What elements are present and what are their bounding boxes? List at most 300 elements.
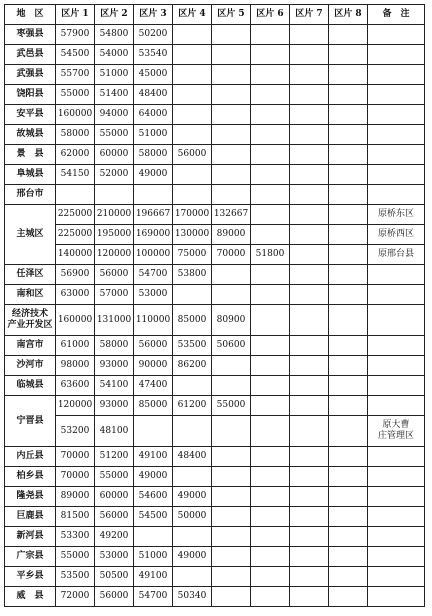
zone-8-price-cell [329, 165, 368, 185]
zone-8-price-cell [329, 356, 368, 376]
header-row [5, 5, 425, 25]
note-cell [368, 447, 425, 467]
zone-6-price-cell [251, 467, 290, 487]
zone-3-price-cell: 49000 [134, 467, 173, 487]
zone-7-price-cell [290, 105, 329, 125]
header-zone-7: 区片 7 [290, 5, 329, 25]
note-cell [368, 507, 425, 527]
header-zone-1: 区片 1 [56, 5, 95, 25]
zone-1-price-cell: 140000 [56, 245, 95, 265]
zone-8-price-cell [329, 285, 368, 305]
zone-1-price-cell: 53200 [56, 416, 95, 447]
zone-1-price-cell [56, 185, 95, 205]
note-cell [368, 467, 425, 487]
zone-4-price-cell: 85000 [173, 305, 212, 336]
zone-1-price-cell: 89000 [56, 487, 95, 507]
land-price-table [4, 4, 425, 607]
zone-2-price-cell: 195000 [95, 225, 134, 245]
zone-2-price-cell: 60000 [95, 487, 134, 507]
zone-5-price-cell [212, 376, 251, 396]
table-row [5, 487, 425, 507]
note-cell [368, 45, 425, 65]
zone-3-price-cell: 90000 [134, 356, 173, 376]
table-row [5, 205, 425, 225]
zone-3-price-cell: 54700 [134, 265, 173, 285]
zone-7-price-cell [290, 376, 329, 396]
zone-7-price-cell [290, 547, 329, 567]
zone-2-price-cell: 55000 [95, 125, 134, 145]
zone-1-price-cell: 56900 [56, 265, 95, 285]
zone-6-price-cell [251, 336, 290, 356]
zone-4-price-cell [173, 125, 212, 145]
zone-6-price-cell [251, 447, 290, 467]
zone-7-price-cell [290, 225, 329, 245]
zone-4-price-cell [173, 25, 212, 45]
zone-6-price-cell [251, 25, 290, 45]
zone-8-price-cell [329, 467, 368, 487]
zone-8-price-cell [329, 265, 368, 285]
zone-1-price-cell: 55700 [56, 65, 95, 85]
zone-8-price-cell [329, 245, 368, 265]
zone-4-price-cell [173, 45, 212, 65]
table-row [5, 185, 425, 205]
zone-3-price-cell: 51000 [134, 547, 173, 567]
header-zone-5: 区片 5 [212, 5, 251, 25]
zone-2-price-cell: 54800 [95, 25, 134, 45]
zone-2-price-cell: 52000 [95, 165, 134, 185]
region-cell: 主城区 [5, 205, 56, 265]
region-cell: 阜城县 [5, 165, 56, 185]
region-cell: 安平县 [5, 105, 56, 125]
zone-6-price-cell [251, 85, 290, 105]
zone-5-price-cell [212, 487, 251, 507]
zone-5-price-cell [212, 25, 251, 45]
zone-6-price-cell [251, 376, 290, 396]
zone-3-price-cell: 56000 [134, 336, 173, 356]
note-cell [368, 165, 425, 185]
zone-7-price-cell [290, 265, 329, 285]
zone-5-price-cell [212, 105, 251, 125]
zone-2-price-cell: 56000 [95, 587, 134, 607]
table-row [5, 467, 425, 487]
zone-4-price-cell: 130000 [173, 225, 212, 245]
zone-3-price-cell: 47400 [134, 376, 173, 396]
zone-2-price-cell: 55000 [95, 467, 134, 487]
table-row [5, 65, 425, 85]
zone-3-price-cell: 48400 [134, 85, 173, 105]
zone-2-price-cell: 49200 [95, 527, 134, 547]
zone-1-price-cell: 55000 [56, 85, 95, 105]
zone-5-price-cell [212, 265, 251, 285]
zone-5-price-cell [212, 356, 251, 376]
note-cell: 原大曹 庄管理区 [368, 416, 425, 447]
zone-1-price-cell: 53300 [56, 527, 95, 547]
zone-6-price-cell [251, 567, 290, 587]
table-row [5, 447, 425, 467]
zone-6-price-cell [251, 65, 290, 85]
zone-8-price-cell [329, 45, 368, 65]
note-cell [368, 125, 425, 145]
note-cell: 原桥东区 [368, 205, 425, 225]
note-cell [368, 265, 425, 285]
zone-4-price-cell [173, 376, 212, 396]
zone-5-price-cell [212, 285, 251, 305]
zone-1-price-cell: 54150 [56, 165, 95, 185]
zone-2-price-cell: 56000 [95, 507, 134, 527]
zone-6-price-cell [251, 396, 290, 416]
note-cell [368, 396, 425, 416]
zone-1-price-cell: 160000 [56, 305, 95, 336]
zone-5-price-cell: 55000 [212, 396, 251, 416]
zone-3-price-cell: 85000 [134, 396, 173, 416]
table-row [5, 356, 425, 376]
zone-5-price-cell [212, 567, 251, 587]
region-cell: 沙河市 [5, 356, 56, 376]
zone-2-price-cell: 57000 [95, 285, 134, 305]
zone-5-price-cell [212, 416, 251, 447]
zone-6-price-cell [251, 125, 290, 145]
zone-7-price-cell [290, 165, 329, 185]
zone-4-price-cell [173, 416, 212, 447]
note-cell: 原桥西区 [368, 225, 425, 245]
zone-4-price-cell: 53500 [173, 336, 212, 356]
zone-4-price-cell: 61200 [173, 396, 212, 416]
zone-6-price-cell [251, 265, 290, 285]
zone-6-price-cell: 51800 [251, 245, 290, 265]
region-cell: 平乡县 [5, 567, 56, 587]
zone-7-price-cell [290, 587, 329, 607]
zone-2-price-cell: 50500 [95, 567, 134, 587]
region-cell: 临城县 [5, 376, 56, 396]
zone-4-price-cell: 53800 [173, 265, 212, 285]
zone-2-price-cell: 94000 [95, 105, 134, 125]
zone-3-price-cell: 50200 [134, 25, 173, 45]
note-cell: 原邢台县 [368, 245, 425, 265]
zone-1-price-cell: 81500 [56, 507, 95, 527]
table-row [5, 265, 425, 285]
table-row [5, 125, 425, 145]
header-note: 备 注 [368, 5, 425, 25]
zone-7-price-cell [290, 305, 329, 336]
zone-1-price-cell: 53500 [56, 567, 95, 587]
zone-5-price-cell: 132667 [212, 205, 251, 225]
zone-2-price-cell [95, 185, 134, 205]
note-cell [368, 547, 425, 567]
zone-3-price-cell: 53000 [134, 285, 173, 305]
zone-6-price-cell [251, 185, 290, 205]
zone-8-price-cell [329, 125, 368, 145]
zone-1-price-cell: 160000 [56, 105, 95, 125]
note-cell [368, 185, 425, 205]
note-cell [368, 487, 425, 507]
zone-2-price-cell: 54000 [95, 45, 134, 65]
table-row [5, 527, 425, 547]
zone-1-price-cell: 72000 [56, 587, 95, 607]
zone-4-price-cell: 48400 [173, 447, 212, 467]
zone-3-price-cell: 45000 [134, 65, 173, 85]
zone-8-price-cell [329, 567, 368, 587]
table-row [5, 105, 425, 125]
zone-3-price-cell: 196667 [134, 205, 173, 225]
region-cell: 柏乡县 [5, 467, 56, 487]
land-price-table-wrapper [4, 4, 424, 607]
region-cell: 广宗县 [5, 547, 56, 567]
table-row [5, 225, 425, 245]
zone-8-price-cell [329, 336, 368, 356]
zone-8-price-cell [329, 416, 368, 447]
zone-2-price-cell: 48100 [95, 416, 134, 447]
zone-3-price-cell: 58000 [134, 145, 173, 165]
region-cell: 故城县 [5, 125, 56, 145]
region-cell: 邢台市 [5, 185, 56, 205]
zone-5-price-cell [212, 165, 251, 185]
zone-5-price-cell [212, 125, 251, 145]
region-cell: 任泽区 [5, 265, 56, 285]
zone-8-price-cell [329, 85, 368, 105]
zone-1-price-cell: 225000 [56, 225, 95, 245]
zone-6-price-cell [251, 165, 290, 185]
zone-5-price-cell [212, 65, 251, 85]
zone-3-price-cell: 169000 [134, 225, 173, 245]
zone-6-price-cell [251, 587, 290, 607]
zone-7-price-cell [290, 45, 329, 65]
zone-4-price-cell: 50340 [173, 587, 212, 607]
zone-7-price-cell [290, 245, 329, 265]
zone-4-price-cell [173, 185, 212, 205]
zone-6-price-cell [251, 356, 290, 376]
zone-1-price-cell: 63000 [56, 285, 95, 305]
table-row [5, 547, 425, 567]
zone-5-price-cell [212, 85, 251, 105]
zone-1-price-cell: 120000 [56, 396, 95, 416]
zone-7-price-cell [290, 145, 329, 165]
zone-2-price-cell: 120000 [95, 245, 134, 265]
zone-3-price-cell: 64000 [134, 105, 173, 125]
zone-6-price-cell [251, 305, 290, 336]
zone-3-price-cell: 49000 [134, 165, 173, 185]
zone-5-price-cell [212, 527, 251, 547]
note-cell [368, 285, 425, 305]
region-cell: 巨鹿县 [5, 507, 56, 527]
table-row [5, 396, 425, 416]
zone-8-price-cell [329, 587, 368, 607]
zone-1-price-cell: 62000 [56, 145, 95, 165]
zone-7-price-cell [290, 416, 329, 447]
table-row [5, 376, 425, 396]
zone-1-price-cell: 58000 [56, 125, 95, 145]
region-cell: 饶阳县 [5, 85, 56, 105]
zone-6-price-cell [251, 487, 290, 507]
zone-7-price-cell [290, 205, 329, 225]
region-cell: 景 县 [5, 145, 56, 165]
table-row [5, 25, 425, 45]
zone-6-price-cell [251, 225, 290, 245]
table-row [5, 285, 425, 305]
zone-2-price-cell: 56000 [95, 265, 134, 285]
zone-4-price-cell: 56000 [173, 145, 212, 165]
zone-1-price-cell: 225000 [56, 205, 95, 225]
zone-5-price-cell: 50600 [212, 336, 251, 356]
zone-7-price-cell [290, 185, 329, 205]
note-cell [368, 376, 425, 396]
zone-6-price-cell [251, 205, 290, 225]
zone-5-price-cell [212, 587, 251, 607]
region-cell: 武邑县 [5, 45, 56, 65]
zone-5-price-cell [212, 467, 251, 487]
zone-2-price-cell: 60000 [95, 145, 134, 165]
zone-8-price-cell [329, 185, 368, 205]
note-cell [368, 85, 425, 105]
header-region: 地 区 [5, 5, 56, 25]
zone-4-price-cell [173, 85, 212, 105]
zone-4-price-cell [173, 467, 212, 487]
zone-3-price-cell: 110000 [134, 305, 173, 336]
zone-7-price-cell [290, 25, 329, 45]
zone-4-price-cell: 75000 [173, 245, 212, 265]
region-cell: 威 县 [5, 587, 56, 607]
zone-4-price-cell: 49000 [173, 547, 212, 567]
zone-3-price-cell: 54500 [134, 507, 173, 527]
zone-3-price-cell [134, 416, 173, 447]
zone-7-price-cell [290, 567, 329, 587]
note-cell [368, 356, 425, 376]
zone-6-price-cell [251, 416, 290, 447]
zone-4-price-cell [173, 105, 212, 125]
zone-8-price-cell [329, 507, 368, 527]
note-cell [368, 25, 425, 45]
zone-3-price-cell: 100000 [134, 245, 173, 265]
zone-8-price-cell [329, 65, 368, 85]
zone-5-price-cell: 80900 [212, 305, 251, 336]
zone-8-price-cell [329, 145, 368, 165]
zone-5-price-cell [212, 447, 251, 467]
zone-5-price-cell: 89000 [212, 225, 251, 245]
region-cell: 经济技术 产业开发区 [5, 305, 56, 336]
zone-7-price-cell [290, 85, 329, 105]
note-cell [368, 105, 425, 125]
table-row [5, 305, 425, 336]
zone-3-price-cell [134, 185, 173, 205]
zone-8-price-cell [329, 396, 368, 416]
zone-3-price-cell: 49100 [134, 567, 173, 587]
zone-7-price-cell [290, 65, 329, 85]
region-cell: 隆尧县 [5, 487, 56, 507]
zone-6-price-cell [251, 507, 290, 527]
zone-8-price-cell [329, 305, 368, 336]
header-zone-8: 区片 8 [329, 5, 368, 25]
zone-2-price-cell: 93000 [95, 356, 134, 376]
zone-7-price-cell [290, 285, 329, 305]
zone-2-price-cell: 54100 [95, 376, 134, 396]
table-row [5, 145, 425, 165]
zone-7-price-cell [290, 527, 329, 547]
zone-5-price-cell [212, 507, 251, 527]
zone-8-price-cell [329, 376, 368, 396]
zone-2-price-cell: 210000 [95, 205, 134, 225]
zone-3-price-cell: 51000 [134, 125, 173, 145]
zone-7-price-cell [290, 125, 329, 145]
region-cell: 宁晋县 [5, 396, 56, 447]
zone-7-price-cell [290, 356, 329, 376]
zone-3-price-cell [134, 527, 173, 547]
table-row [5, 85, 425, 105]
zone-1-price-cell: 98000 [56, 356, 95, 376]
header-zone-4: 区片 4 [173, 5, 212, 25]
zone-6-price-cell [251, 527, 290, 547]
table-row [5, 567, 425, 587]
region-cell: 内丘县 [5, 447, 56, 467]
zone-2-price-cell: 51000 [95, 65, 134, 85]
note-cell [368, 336, 425, 356]
zone-2-price-cell: 51400 [95, 85, 134, 105]
zone-7-price-cell [290, 467, 329, 487]
zone-8-price-cell [329, 447, 368, 467]
note-cell [368, 587, 425, 607]
zone-6-price-cell [251, 547, 290, 567]
region-cell: 南和区 [5, 285, 56, 305]
zone-3-price-cell: 49100 [134, 447, 173, 467]
zone-1-price-cell: 70000 [56, 447, 95, 467]
table-row [5, 587, 425, 607]
zone-3-price-cell: 53540 [134, 45, 173, 65]
zone-5-price-cell [212, 185, 251, 205]
region-cell: 武强县 [5, 65, 56, 85]
header-zone-3: 区片 3 [134, 5, 173, 25]
zone-4-price-cell [173, 285, 212, 305]
note-cell [368, 567, 425, 587]
table-row [5, 165, 425, 185]
zone-5-price-cell [212, 145, 251, 165]
note-cell [368, 145, 425, 165]
table-row [5, 416, 425, 447]
zone-1-price-cell: 55000 [56, 547, 95, 567]
zone-1-price-cell: 57900 [56, 25, 95, 45]
zone-5-price-cell [212, 45, 251, 65]
zone-5-price-cell [212, 547, 251, 567]
zone-6-price-cell [251, 45, 290, 65]
zone-7-price-cell [290, 336, 329, 356]
table-row [5, 45, 425, 65]
zone-8-price-cell [329, 487, 368, 507]
zone-6-price-cell [251, 145, 290, 165]
zone-5-price-cell: 70000 [212, 245, 251, 265]
zone-4-price-cell [173, 567, 212, 587]
note-cell [368, 527, 425, 547]
zone-4-price-cell [173, 165, 212, 185]
table-row [5, 336, 425, 356]
zone-7-price-cell [290, 507, 329, 527]
zone-3-price-cell: 54600 [134, 487, 173, 507]
zone-6-price-cell [251, 285, 290, 305]
table-row [5, 507, 425, 527]
header-zone-6: 区片 6 [251, 5, 290, 25]
zone-1-price-cell: 63600 [56, 376, 95, 396]
zone-1-price-cell: 70000 [56, 467, 95, 487]
zone-2-price-cell: 93000 [95, 396, 134, 416]
table-row [5, 245, 425, 265]
zone-4-price-cell [173, 527, 212, 547]
zone-7-price-cell [290, 396, 329, 416]
zone-8-price-cell [329, 205, 368, 225]
zone-4-price-cell: 86200 [173, 356, 212, 376]
zone-2-price-cell: 131000 [95, 305, 134, 336]
note-cell [368, 65, 425, 85]
zone-1-price-cell: 61000 [56, 336, 95, 356]
zone-4-price-cell: 49000 [173, 487, 212, 507]
zone-7-price-cell [290, 487, 329, 507]
region-cell: 枣强县 [5, 25, 56, 45]
zone-1-price-cell: 54500 [56, 45, 95, 65]
